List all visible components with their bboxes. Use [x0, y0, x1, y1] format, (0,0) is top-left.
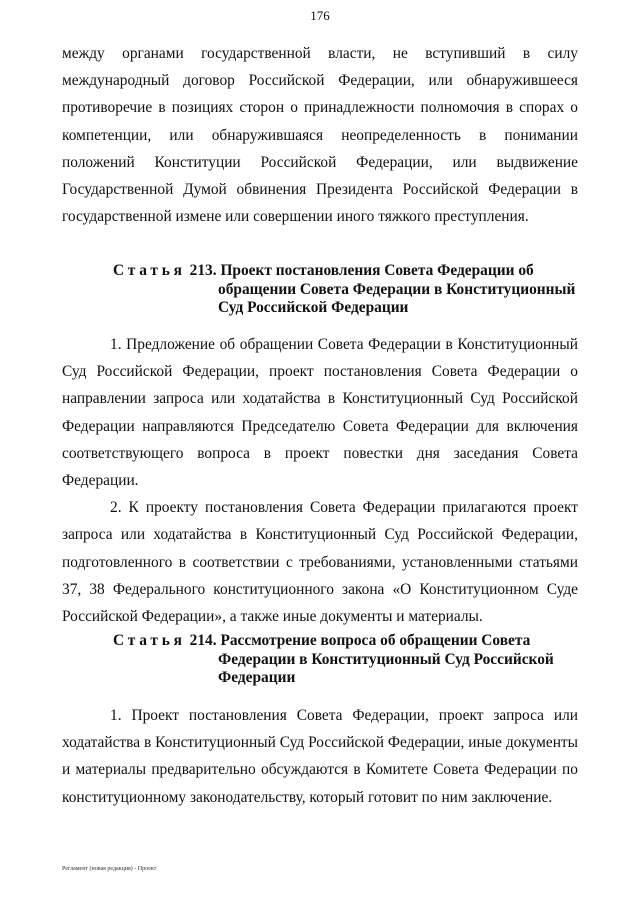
article-label: Статья — [113, 262, 186, 279]
article-213-heading — [113, 262, 583, 318]
footer-note: Регламент (новая редакция) - Проект — [62, 866, 157, 872]
article-title-line1: Рассмотрение вопроса об обращении Совета — [220, 632, 531, 649]
article-number: 214. — [189, 632, 217, 649]
article-number: 213. — [189, 262, 217, 279]
article-214-heading — [113, 632, 583, 688]
article-title-line1: Проект постановления Совета Федерации об — [220, 262, 534, 279]
article-label: Статья — [113, 632, 186, 649]
article-213-body — [62, 331, 578, 630]
intro-text: между органами государственной власти, не вступивший в силу международный договор Российской Федерации, или обнаружившееся противоречие в позициях сторон о принадлежности полномочия в спорах о компетенции, или обнаружившаяся неопределенность в понимании положений Конституции Российской Федерации, или выдвижение Государственной Думой обвинения Президента Российской Федерации в государственной измене или совершении иного тяжкого преступления. — [62, 45, 578, 226]
article-paragraph: 2. К проекту постановления Совета Федерации прилагаются проект запроса или ходатайства в Конституционный Суд Российской Федерации, подготовленного в соответствии с требованиями, установленными статьями 37, 38 Федерального конституционного закона «О Конституционном Суде Российской Федерации», а также иные документы и материалы. — [62, 499, 578, 626]
article-title-rest: обращении Совета Федерации в Конституционный Суд Российской Федерации — [218, 280, 576, 316]
article-paragraph: 1. Предложение об обращении Совета Федерации в Конституционный Суд Российской Федерации, проект постановления Совета Федерации о направлении запроса или ходатайства в Конституционный Суд Российской Федерации направляются Председателю Совета Федерации для включения соответствующего вопроса в проект повестки дня заседания Совета Федерации. — [62, 336, 578, 490]
article-214-body — [62, 702, 578, 811]
intro-paragraph — [62, 40, 578, 230]
page-number: 176 — [310, 8, 330, 23]
article-title-rest: Федерации в Конституционный Суд Российской Федерации — [218, 650, 554, 686]
article-paragraph: 1. Проект постановления Совета Федерации, проект запроса или ходатайства в Конституционный Суд Российской Федерации, иные документы и материалы предварительно обсуждаются в Комитете Совета Федерации по конституционному законодательству, который готовит по ним заключение. — [62, 707, 578, 806]
